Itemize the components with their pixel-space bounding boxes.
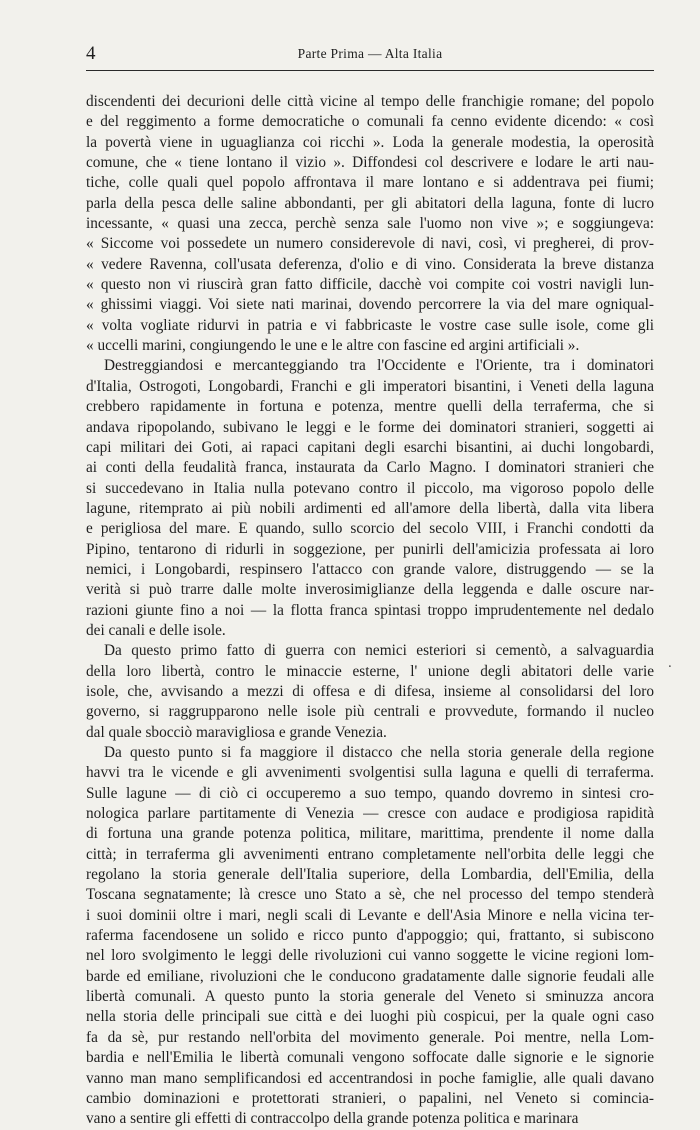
- text-line: comune, che « tiene lontano il vizio ». Diffondesi col descrivere e lodare le arti nau-: [86, 154, 654, 172]
- paragraph: [86, 92, 654, 356]
- text-line: Da questo punto si fa maggiore il distacco che nella storia generale della regione: [104, 744, 654, 761]
- text-line: tiche, colle quali quel popolo affrontava il mare lontano e si addentrava pei fiumi;: [86, 174, 654, 192]
- text-line: « vedere Ravenna, coll'usata deferenza, d'olio e di vino. Considerata la breve distanza: [86, 255, 654, 273]
- text-line: vano a sentire gli effetti di contraccolpo della grande potenza politica e marinara: [86, 1110, 579, 1128]
- text-line: havvi tra le vicende e gli avvenimenti svolgentisi sulla laguna e quelli di terraferma.: [86, 764, 654, 782]
- text-line: nologica parlare partitamente di Venezia — cresce con audace e prodigiosa rapidità: [86, 805, 654, 823]
- margin-mark: .: [668, 655, 672, 671]
- text-line: « volta vogliate ridurvi in patria e vi fabbricaste le vostre case sulle isole, come gli: [86, 316, 654, 334]
- text-line: nemici, i Longobardi, respinsero l'attacco con grande valore, distruggendo — se la: [86, 560, 654, 578]
- paragraph: [86, 743, 654, 1130]
- text-line: nella storia delle principali sue città e dei luoghi più cospicui, per la quale ogni caso: [86, 1008, 654, 1026]
- text-line: dei canali e delle isole.: [86, 621, 226, 639]
- paragraph: [86, 356, 654, 641]
- text-line: verità si può trarre dalle molte inverosimiglianze della leggenda e dalle oscure nar-: [86, 581, 654, 599]
- text-line: fa da sè, pur restando nell'orbita del movimento generale. Poi mentre, nella Lom-: [86, 1028, 654, 1046]
- body-text: [86, 92, 654, 1130]
- text-line: nel loro svolgimento le leggi delle rivoluzioni cui vanno soggette le vicine regioni lom-: [86, 947, 654, 965]
- text-line: « ghissimi viaggi. Voi siete nati marinai, dovendo percorrere la via del mare ogniqual-: [86, 296, 654, 314]
- text-line: cambio dominazioni e protettorati stranieri, o papalini, nel Veneto si comincia-: [86, 1089, 654, 1107]
- page-number: 4: [86, 43, 96, 64]
- text-line: della loro libertà, contro le minaccie esterne, l' unione degli abitatori delle varie: [86, 662, 654, 680]
- text-line: e perigliosa del mare. E quando, sullo scorcio del secolo VIII, i Franchi condotti da: [86, 520, 654, 538]
- running-title: Parte Prima — Alta Italia: [297, 46, 443, 61]
- text-line: razioni giunte fino a noi — la flotta franca spintasi troppo imprudentemente nel dedalo: [86, 601, 654, 619]
- text-line: dal quale sbocciò maravigliosa e grande Venezia.: [86, 723, 387, 741]
- page-header: [86, 42, 654, 66]
- text-line: « questo non vi riuscirà gran fatto difficile, dacchè voi compite coi vostri navigli lun-: [86, 276, 654, 294]
- text-line: Sulle lagune — di ciò ci occuperemo a suo tempo, quando dovremo in sintesi cro-: [86, 784, 654, 802]
- text-line: libertà comunali. A questo punto la storia generale del Veneto si sminuzza ancora: [86, 988, 654, 1006]
- header-rule: [86, 70, 654, 71]
- text-line: città; in terraferma gli avvenimenti entrano completamente nell'orbita delle leggi che: [86, 845, 654, 863]
- text-line: discendenti dei decurioni delle città vicine al tempo delle franchigie romane; del popolo: [86, 93, 654, 110]
- text-line: di fortuna una grande potenza politica, militare, marittima, prendente il nome dalla: [86, 825, 654, 843]
- text-line: « Siccome voi possedete un numero considerevole di navi, così, vi pregherei, di prov-: [86, 235, 654, 253]
- text-line: vanno man mano semplificandosi ed accentrandosi in poche famiglie, alle quali davano: [86, 1069, 654, 1087]
- text-line: capi militari dei Goti, ai rapaci capitani degli esarchi bisantini, ai duchi longobardi,: [86, 438, 654, 456]
- text-line: ai conti della feudalità franca, instaurata da Carlo Magno. I dominatori stranieri che: [86, 459, 654, 477]
- text-line: governo, si raggrupparono nelle isole più centrali e provvedute, formando il nucleo: [86, 703, 654, 721]
- text-line: Toscana segnatamente; là cresce uno Stato a sè, che nel processo del tempo stenderà: [86, 886, 654, 904]
- paragraph: [86, 641, 654, 743]
- text-line: barde ed emiliane, rivoluzioni che le conducono gradatamente dalle signorie feudali alle: [86, 967, 654, 985]
- text-line: incessante, « quasi una zecca, perchè senza sale l'uomo non vive »; e soggiungeva:: [86, 215, 654, 233]
- text-line: Da questo primo fatto di guerra con nemici esteriori si cementò, a salvaguardia: [104, 642, 654, 660]
- text-line: si succedevano in Italia nulla potevano contro il piccolo, ma vigoroso popolo delle: [86, 479, 654, 497]
- text-line: Pipino, tentarono di ridurli in soggezione, per punirli dell'amicizia professata ai loro: [86, 540, 654, 558]
- text-line: bardia e nell'Emilia le libertà comunali vengono soffocate dalle signorie e le signorie: [86, 1049, 654, 1067]
- text-line: « uccelli marini, congiungendo le une e le altre con fascine ed argini artificiali ».: [86, 337, 580, 355]
- text-line: raferma facendosene un solido e ricco punto d'appoggio; qui, frattanto, si subiscono: [86, 927, 654, 945]
- text-line: Destreggiandosi e mercanteggiando tra l'Occidente e l'Oriente, tra i dominatori: [104, 357, 654, 375]
- text-line: andava ripopolando, subivano le leggi e le forme dei dominatori stranieri, soggetti ai: [86, 418, 654, 436]
- text-line: isole, che, avvisando a mezzi di offesa e di difesa, insieme al consolidarsi del loro: [86, 682, 654, 700]
- text-line: parla della pesca delle saline abbondanti, per gli abitatori della laguna, fonte di lucro: [86, 194, 654, 212]
- text-line: d'Italia, Ostrogoti, Longobardi, Franchi e gli imperatori bisantini, i Veneti della laguna: [86, 377, 654, 395]
- text-line: lagune, ritemprato ai più nobili ardimenti ed all'amore della libertà, dalla vita libera: [86, 499, 654, 517]
- text-line: regolano la storia generale dell'Italia superiore, della Lombardia, dell'Emilia, della: [86, 866, 654, 884]
- text-line: i suoi dominii oltre i mari, negli scali di Levante e dell'Asia Minore e nella vicina ter-: [86, 906, 654, 924]
- text-line: e del reggimento a forme democratiche o comunali fa cenno evidente dicendo: « così: [86, 113, 654, 131]
- text-line: la povertà viene in uguaglianza coi ricchi ». Loda la generale modestia, la operosità: [86, 133, 654, 151]
- text-line: crebbero rapidamente in fortuna e potenza, mentre quelli della terraferma, che si: [86, 398, 654, 416]
